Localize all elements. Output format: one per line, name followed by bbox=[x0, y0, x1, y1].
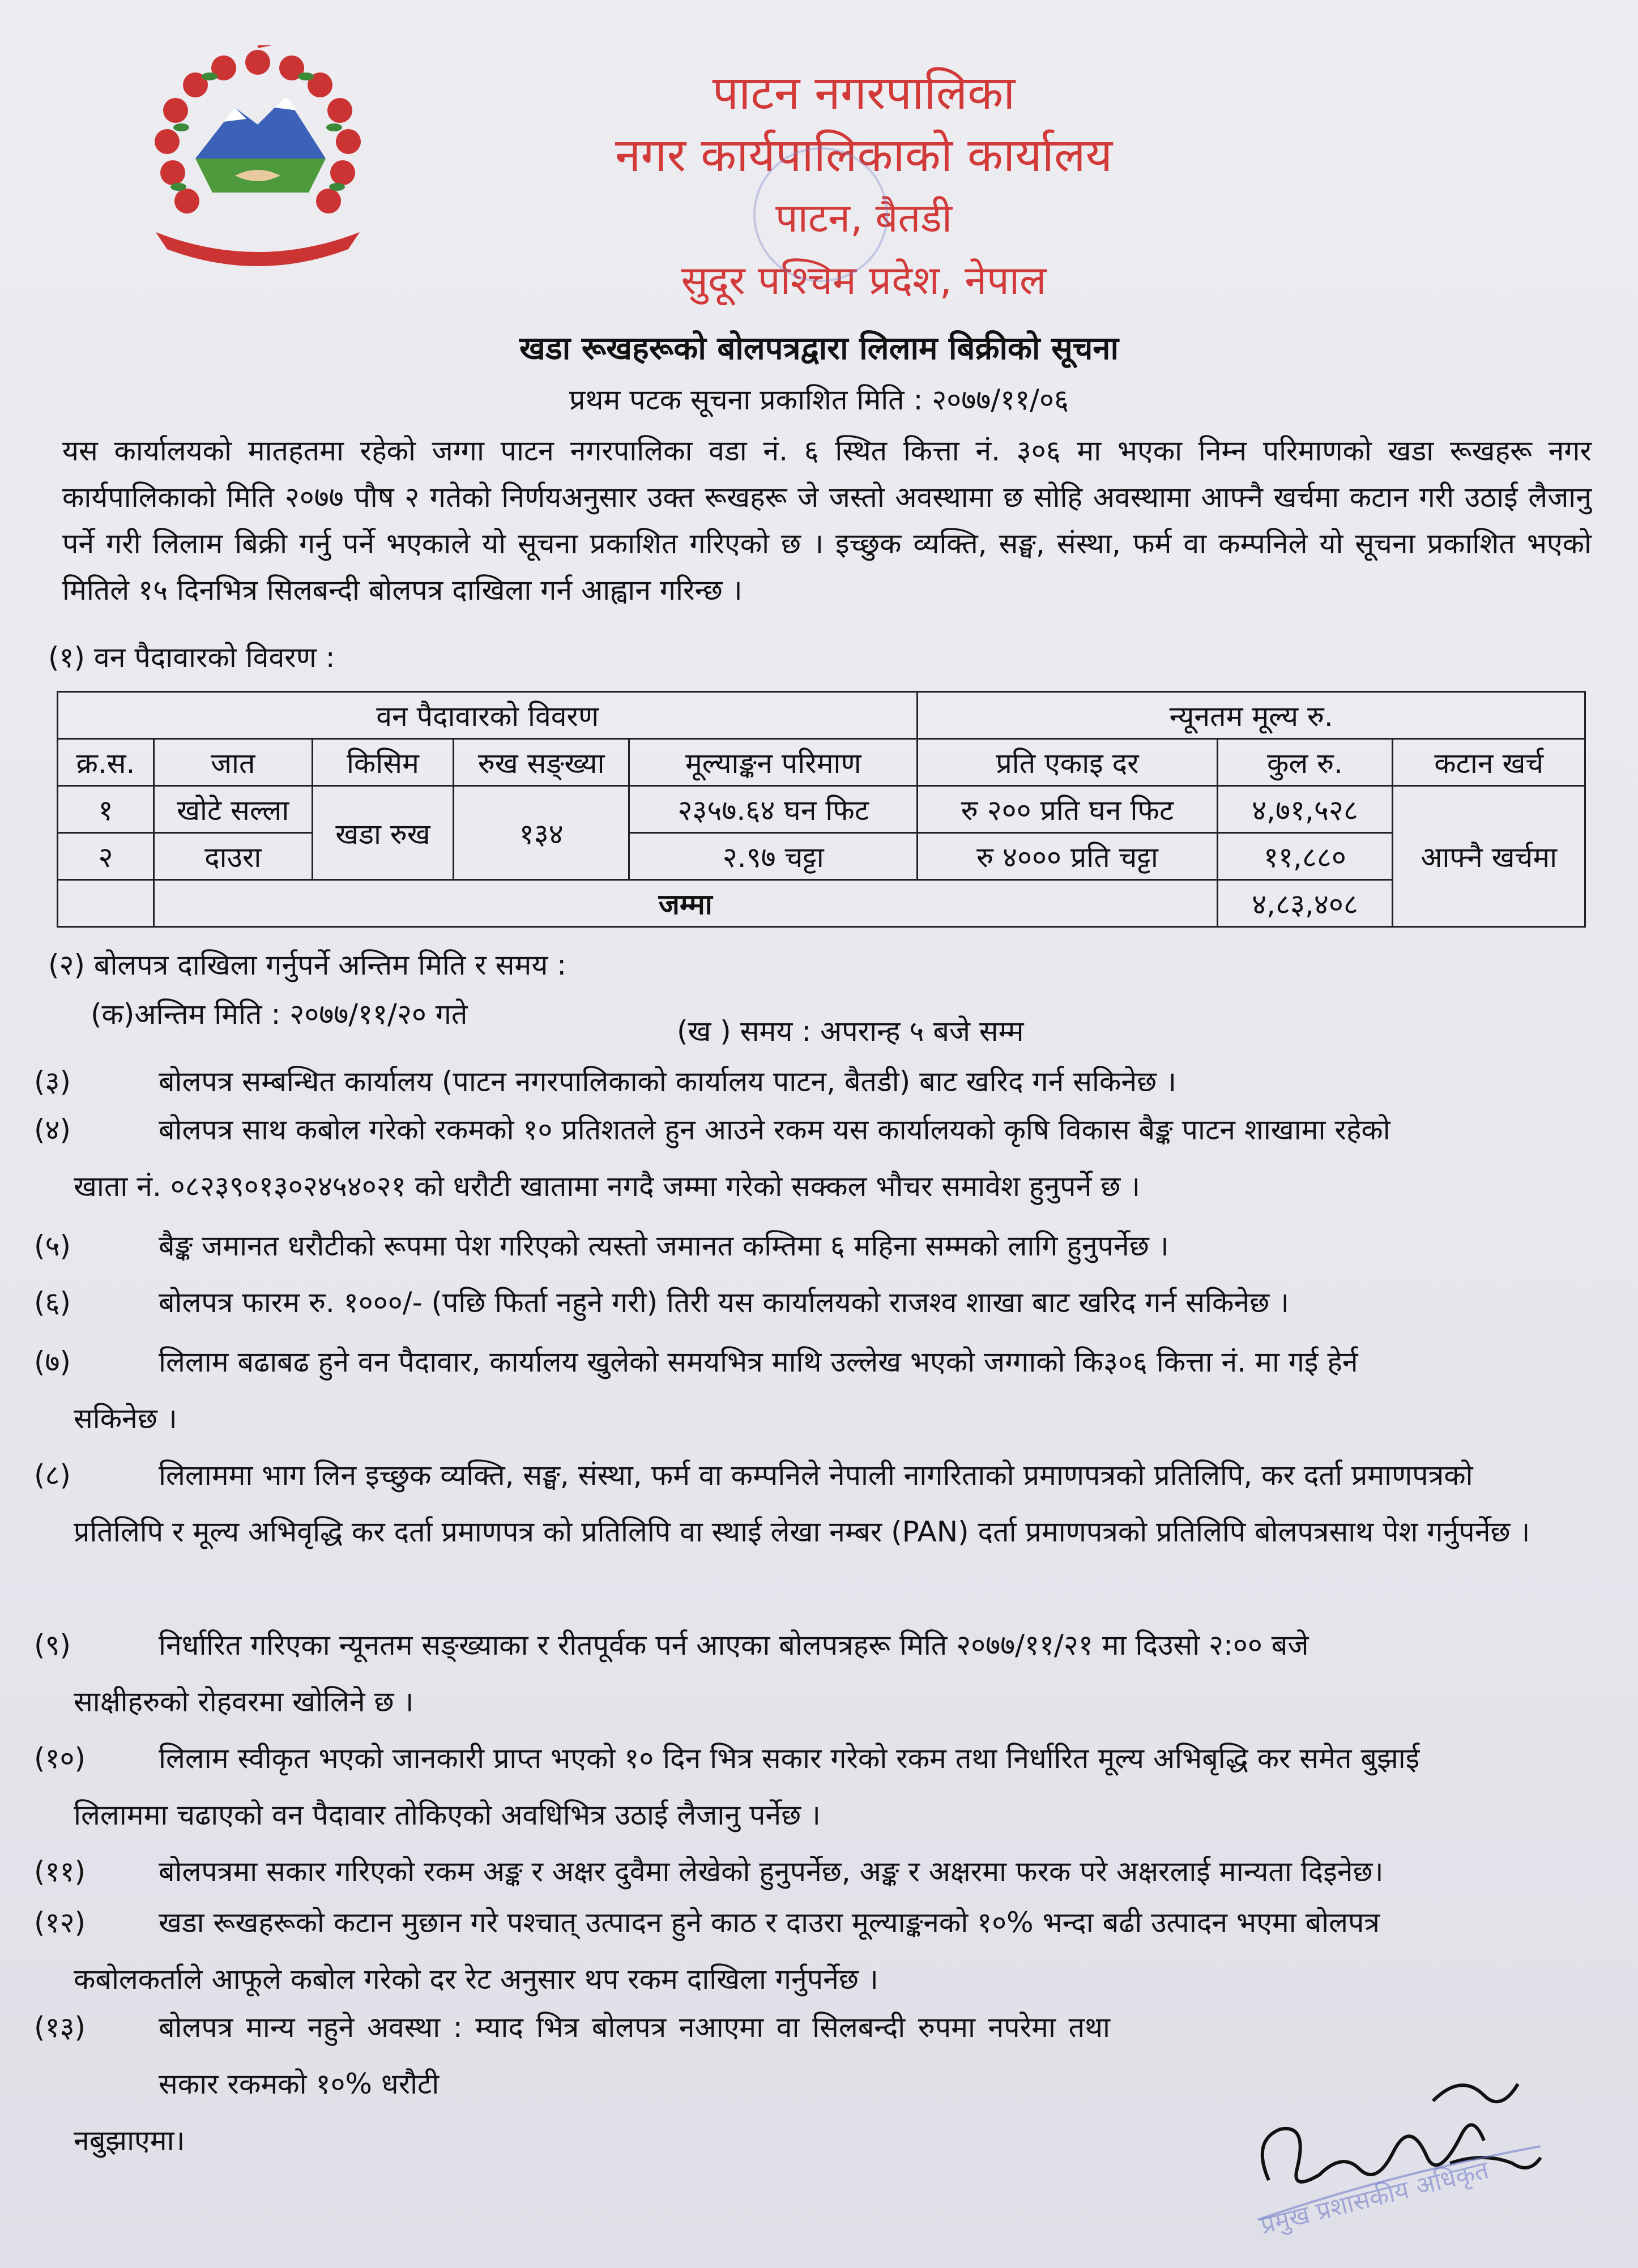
item-text: खडा रूखहरूको कटान मुछान गरे पश्चात् उत्पादन हुने काठ र दाउरा मूल्याङ्कनको १०% भन्दा बढी उत्पादन भएमा बोलपत्र bbox=[159, 1906, 1380, 1939]
faint-stamp-icon bbox=[753, 147, 888, 282]
province-country: सुदूर पश्चिम प्रदेश, नेपाल bbox=[681, 257, 1047, 304]
item-text-continued: कबोलकर्ताले आफूले कबोल गरेको दर रेट अनुसार थप रकम दाखिला गर्नुपर्नेछ । bbox=[74, 1963, 878, 1996]
item-text: लिलाम स्वीकृत भएको जानकारी प्राप्त भएको १० दिन भित्र सकार गरेको रकम तथा निर्धारित मूल्य अभिबृद्धि कर समेत बुझाई bbox=[159, 1742, 1420, 1775]
item-text: बोलपत्र फारम रु. १०००/- (पछि फिर्ता नहुने गरी) तिरी यस कार्यालयको राजश्व शाखा बाट खरिद गर्न सकिनेछ । bbox=[159, 1286, 1289, 1319]
sum-total: ४,८३,४०८ bbox=[1217, 880, 1393, 927]
item-number: (११) bbox=[34, 1855, 86, 1888]
table-cell: २३५७.६४ घन फिट bbox=[629, 786, 918, 833]
item-text: बोलपत्र साथ कबोल गरेको रकमको १० प्रतिशतले हुन आउने रकम यस कार्यालयको कृषि विकास बैङ्क पाटन शाखामा रहेको bbox=[159, 1113, 1390, 1146]
item-text: लिलाममा भाग लिन इच्छुक व्यक्ति, सङ्घ, संस्था, फर्म वा कम्पनिले नेपाली नागरिताको प्रमाणपत्रको प्रतिलिपि, कर दर्ता प्रमाणपत्रको bbox=[159, 1459, 1473, 1492]
deadline-time: (ख ) समय : अपरान्ह ५ बजे सम्म bbox=[677, 1015, 1024, 1048]
stamp-text: प्रमुख प्रशासकीय अधिकृत bbox=[1257, 2155, 1492, 2240]
publish-date: प्रथम पटक सूचना प्रकाशित मिति : २०७७/११/०६ bbox=[569, 383, 1069, 416]
list-item bbox=[34, 1447, 1586, 1560]
table-sum-row bbox=[58, 880, 1585, 927]
table-cell: १३४ bbox=[454, 786, 629, 880]
signature-icon bbox=[1246, 2039, 1563, 2248]
column-header: किसिम bbox=[312, 739, 454, 786]
column-header: मूल्याङ्कन परिमाण bbox=[629, 739, 918, 786]
office-name: नगर कार्यपालिकाको कार्यालय bbox=[615, 129, 1113, 182]
item-text: बोलपत्र सम्बन्धित कार्यालय (पाटन नगरपालिकाको कार्यालय पाटन, बैतडी) बाट खरिद गर्न सकिनेछ । bbox=[159, 1065, 1177, 1098]
office-location: पाटन, बैतडी bbox=[775, 195, 952, 241]
forest-product-table bbox=[57, 691, 1586, 928]
table-cell: ११,८८० bbox=[1217, 833, 1393, 880]
list-item bbox=[34, 1617, 1586, 1730]
item-number: (१२) bbox=[34, 1906, 86, 1939]
table-group-header: वन पैदावारको विवरण bbox=[58, 692, 918, 739]
table-row bbox=[58, 786, 1585, 833]
list-item bbox=[34, 1218, 1586, 1274]
item-number: (३) bbox=[34, 1065, 71, 1098]
item-number: (७) bbox=[34, 1346, 71, 1378]
item-text-continued: लिलाममा चढाएको वन पैदावार तोकिएको अवधिभित्र उठाई लैजानु पर्नेछ । bbox=[74, 1799, 821, 1831]
table-cell: रु ४००० प्रति चट्टा bbox=[918, 833, 1217, 880]
item-text-continued: साक्षीहरुको रोहवरमा खोलिने छ । bbox=[74, 1685, 414, 1718]
table-cell: दाउरा bbox=[153, 833, 312, 880]
sum-label: जम्मा bbox=[153, 880, 1217, 927]
item-number: (५) bbox=[34, 1229, 71, 1262]
table-cell: खोटे सल्ला bbox=[153, 786, 312, 833]
item-text-continued: खाता नं. ०८२३९०१३०२४५४०२१ को धरौटी खातामा नगदै जम्मा गरेको सक्कल भौचर समावेश हुनुपर्ने छ । bbox=[74, 1170, 1141, 1203]
list-item bbox=[34, 1730, 1586, 1843]
item-text: बोलपत्रमा सकार गरिएको रकम अङ्क र अक्षर दुवैमा लेखेको हुनुपर्नेछ, अङ्क र अक्षरमा फरक परे अक्षरलाई मान्यता दिइनेछ। bbox=[159, 1855, 1384, 1888]
deadline-date: (क)अन्तिम मिति : २०७७/११/२० गते bbox=[91, 998, 468, 1031]
list-item bbox=[34, 1274, 1586, 1331]
notice-title: खडा रूखहरूको बोलपत्रद्वारा लिलाम बिक्रीको सूचना bbox=[519, 330, 1119, 367]
item-text: लिलाम बढाबढ हुने वन पैदावार, कार्यालय खुलेको समयभित्र माथि उल्लेख भएको जग्गाको कि३०६ कित्ता नं. मा गई हेर्न bbox=[159, 1346, 1358, 1378]
list-item bbox=[34, 1999, 1110, 2169]
column-header: जात bbox=[153, 739, 312, 786]
item-text: बैङ्क जमानत धरौटीको रूपमा पेश गरिएको त्यस्तो जमानत कम्तिमा ६ महिना सम्मको लागि हुनुपर्नेछ । bbox=[159, 1229, 1169, 1262]
list-item bbox=[34, 1334, 1586, 1447]
item-number: (१३) bbox=[34, 2011, 86, 2044]
list-item bbox=[34, 1101, 1586, 1215]
item-number: (८) bbox=[34, 1459, 71, 1492]
table-cell: २ bbox=[58, 833, 154, 880]
table-cell: आफ्नै खर्चमा bbox=[1393, 786, 1585, 927]
table-cell: २.९७ चट्टा bbox=[629, 833, 918, 880]
column-header: क्र.स. bbox=[58, 739, 154, 786]
item-text: निर्धारित गरिएका न्यूनतम सङ्ख्याका र रीतपूर्वक पर्न आएका बोलपत्रहरू मिति २०७७/११/२१ मा दिउसो २:०० बजे bbox=[159, 1629, 1309, 1662]
municipality-name: पाटन नगरपालिका bbox=[712, 66, 1016, 120]
section1-label: (१) वन पैदावारको विवरण : bbox=[48, 641, 335, 674]
section2-label: (२) बोलपत्र दाखिला गर्नुपर्ने अन्तिम मिति र समय : bbox=[48, 949, 567, 981]
list-item bbox=[34, 1843, 1586, 1900]
item-text-continued: सकिनेछ । bbox=[74, 1402, 177, 1435]
table-cell: खडा रुख bbox=[312, 786, 454, 880]
table-group-header: न्यूनतम मूल्य रु. bbox=[918, 692, 1585, 739]
table-cell: १ bbox=[58, 786, 154, 833]
item-number: (६) bbox=[34, 1286, 71, 1319]
item-text: बोलपत्र मान्य नहुने अवस्था : म्याद भित्र बोलपत्र नआएमा वा सिलबन्दी रुपमा नपरेमा तथा सकार रकमको १०% धरौटी bbox=[159, 2011, 1110, 2100]
item-number: (४) bbox=[34, 1113, 71, 1146]
column-header: प्रति एकाइ दर bbox=[918, 739, 1217, 786]
intro-paragraph: यस कार्यालयको मातहतमा रहेको जग्गा पाटन नगरपालिका वडा नं. ६ स्थित कित्ता नं. ३०६ मा भएका निम्न परिमाणको खडा रूखहरू नगर कार्यपालिकाको मिति २०७७ पौष २ गतेको निर्णयअनुसार उक्त रूखहरू जे जस्तो अवस्थामा छ सोहि अवस्थामा आफ्नै खर्चमा कटान गरी उठाई लैजानु पर्ने गरी लिलाम बिक्री गर्नु पर्ने भएकाले यो सूचना प्रकाशित गरिएको छ । इच्छुक व्यक्ति, सङ्घ, संस्था, फर्म वा कम्पनिले यो सूचना प्रकाशित भएको मितिले १५ दिनभित्र सिलबन्दी बोलपत्र दाखिला गर्न आह्वान गरिन्छ । bbox=[62, 434, 1592, 606]
item-number: (९) bbox=[34, 1629, 71, 1662]
table-cell: ४,७१,५२८ bbox=[1217, 786, 1393, 833]
column-header: कटान खर्च bbox=[1393, 739, 1585, 786]
item-text-continued: नबुझाएमा। bbox=[74, 2124, 185, 2157]
column-header: रुख सङ्ख्या bbox=[454, 739, 629, 786]
item-text-continued: प्रतिलिपि र मूल्य अभिवृद्धि कर दर्ता प्रमाणपत्र को प्रतिलिपि वा स्थाई लेखा नम्बर (PAN) दर्ता प्रमाणपत्रको प्रतिलिपि बोलपत्रसाथ पेश गर्नुपर्नेछ । bbox=[74, 1515, 1530, 1548]
table-cell bbox=[58, 880, 154, 927]
table-row bbox=[58, 833, 1585, 880]
list-item bbox=[34, 1894, 1586, 2008]
table-cell: रु २०० प्रति घन फिट bbox=[918, 786, 1217, 833]
column-header: कुल रु. bbox=[1217, 739, 1393, 786]
item-number: (१०) bbox=[34, 1742, 86, 1775]
nepal-emblem-icon bbox=[122, 45, 394, 272]
